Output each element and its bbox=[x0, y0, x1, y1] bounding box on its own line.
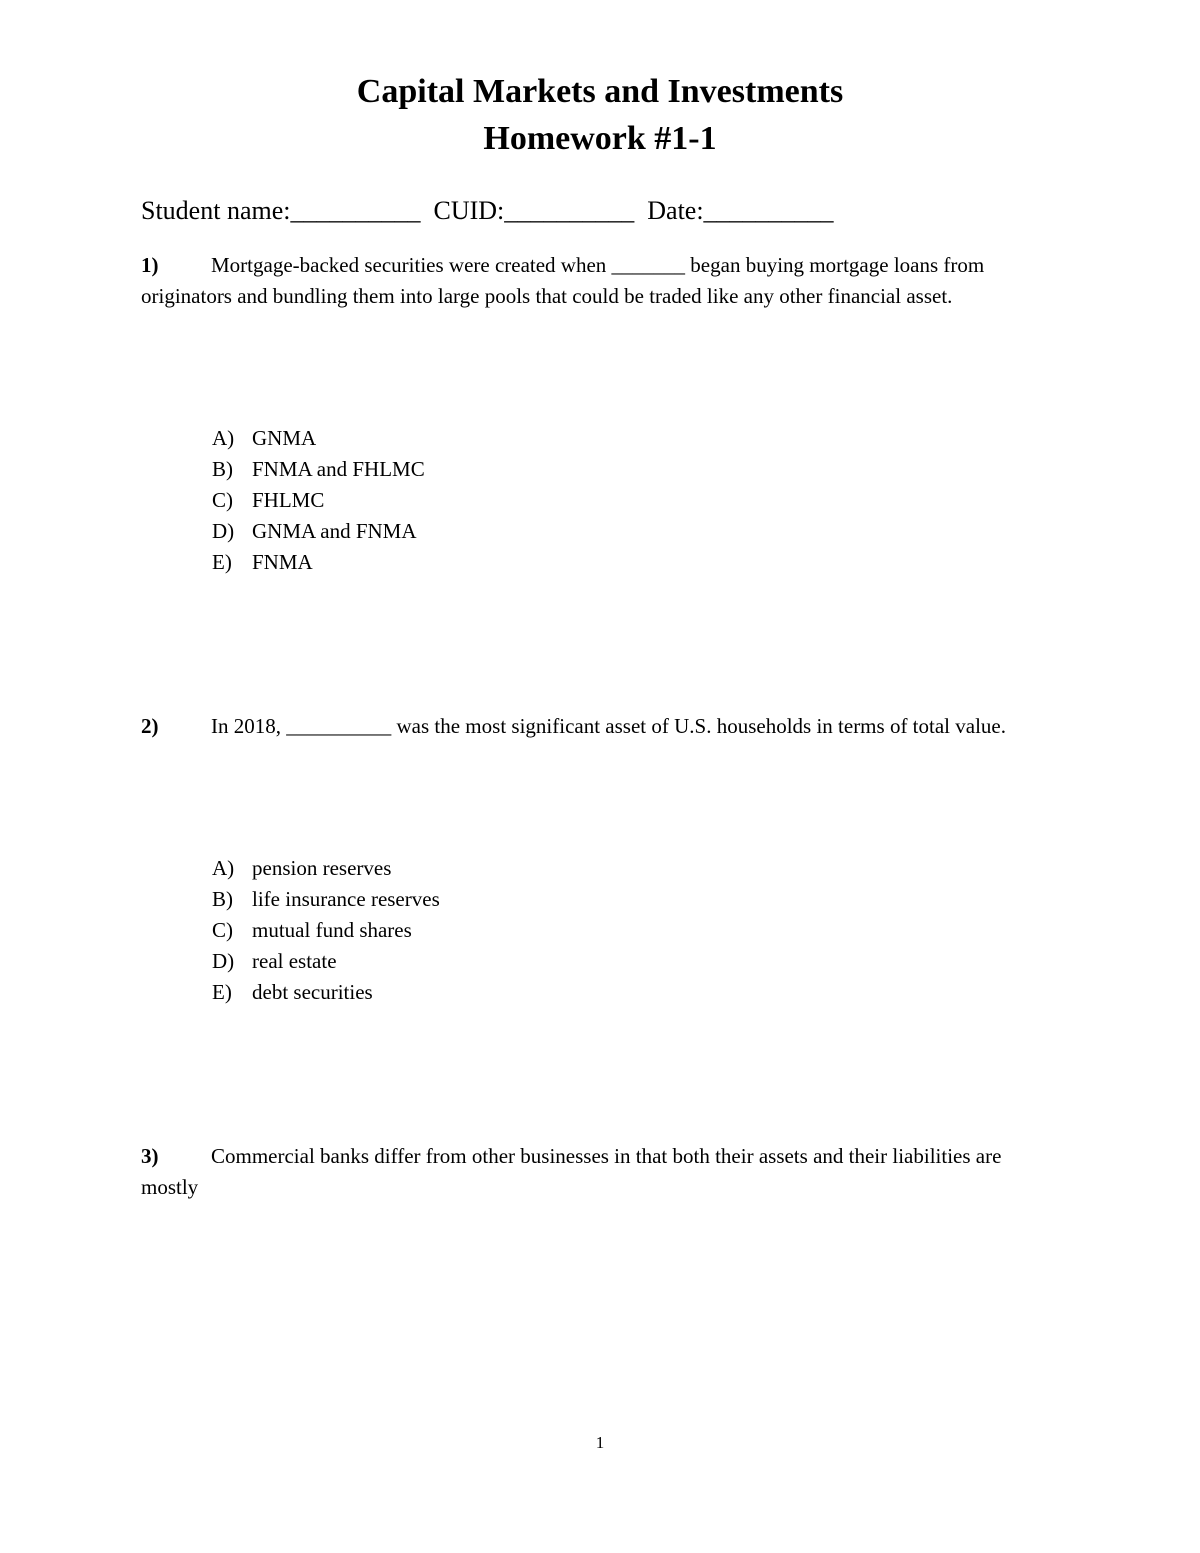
choice-text: life insurance reserves bbox=[252, 887, 440, 911]
choice-text: mutual fund shares bbox=[252, 918, 412, 942]
choice-letter: E) bbox=[212, 980, 232, 1004]
question-1 bbox=[141, 250, 1061, 312]
answer-choice bbox=[212, 946, 440, 977]
choice-text: pension reserves bbox=[252, 856, 392, 880]
choice-text: GNMA and FNMA bbox=[252, 519, 417, 543]
choice-text: debt securities bbox=[252, 980, 373, 1004]
answer-choice bbox=[212, 977, 440, 1008]
page-number: 1 bbox=[595, 1433, 605, 1452]
answer-choice bbox=[212, 485, 425, 516]
question-text: Mortgage-backed securities were created when _______ began buying mortgage loans from originators and bundling them into large pools that could be traded like any other financial asset. bbox=[141, 253, 985, 308]
answer-choices-q2 bbox=[212, 853, 440, 1008]
choice-letter: A) bbox=[212, 426, 235, 450]
answer-choice bbox=[212, 853, 440, 884]
question-text: Commercial banks differ from other businesses in that both their assets and their liabilities are mostly bbox=[141, 1144, 1002, 1199]
question-number: 1) bbox=[141, 253, 159, 277]
student-info-line: Student name:__________ CUID:__________ Date:__________ bbox=[141, 196, 834, 225]
choice-text: FNMA and FHLMC bbox=[252, 457, 425, 481]
choice-letter: D) bbox=[212, 519, 235, 543]
choice-letter: C) bbox=[212, 488, 233, 512]
question-2 bbox=[141, 711, 1061, 742]
choice-letter: B) bbox=[212, 457, 233, 481]
choice-text: real estate bbox=[252, 949, 337, 973]
question-number: 2) bbox=[141, 714, 159, 738]
document-subtitle: Homework #1-1 bbox=[483, 120, 717, 157]
answer-choice bbox=[212, 547, 425, 578]
question-3 bbox=[141, 1141, 1061, 1203]
answer-choice bbox=[212, 423, 425, 454]
answer-choice bbox=[212, 915, 440, 946]
choice-letter: B) bbox=[212, 887, 233, 911]
answer-choice bbox=[212, 454, 425, 485]
choice-text: FNMA bbox=[252, 550, 313, 574]
choice-text: FHLMC bbox=[252, 488, 325, 512]
document-title: Capital Markets and Investments bbox=[356, 73, 844, 110]
answer-choices-q1 bbox=[212, 423, 425, 578]
question-text: In 2018, __________ was the most significant asset of U.S. households in terms of total value. bbox=[211, 714, 1006, 738]
choice-letter: E) bbox=[212, 550, 232, 574]
answer-choice bbox=[212, 516, 425, 547]
choice-letter: C) bbox=[212, 918, 233, 942]
answer-choice bbox=[212, 884, 440, 915]
question-number: 3) bbox=[141, 1144, 159, 1168]
choice-text: GNMA bbox=[252, 426, 317, 450]
choice-letter: D) bbox=[212, 949, 235, 973]
choice-letter: A) bbox=[212, 856, 235, 880]
